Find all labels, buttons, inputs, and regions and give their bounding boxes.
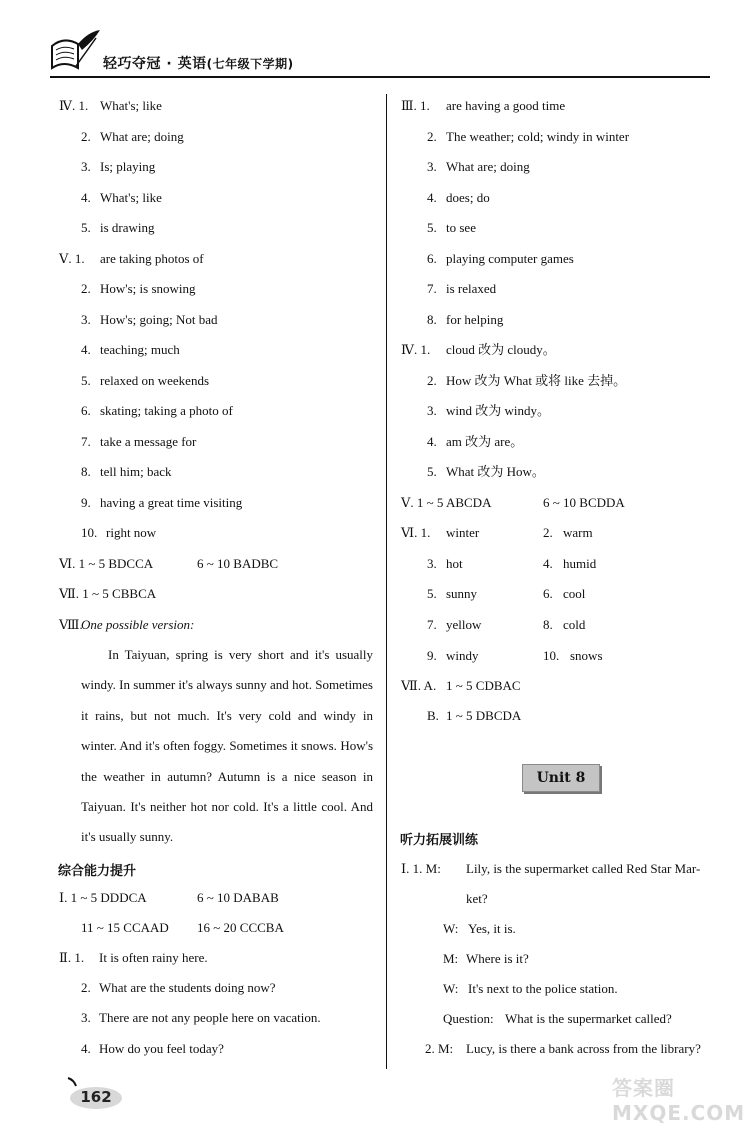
unit-title: Unit 8 — [522, 764, 600, 792]
answer-label: Ⅵ. 1. — [401, 525, 431, 540]
section-heading: 听力拓展训练 — [400, 833, 479, 848]
answer-text: tell him; back — [100, 464, 172, 479]
answer-label: 3. — [427, 159, 437, 174]
answer-text: How's; is snowing — [100, 281, 196, 296]
answer-text: snows — [570, 648, 603, 663]
answer-label: 2. — [427, 129, 437, 144]
answer-label: 4. — [81, 1041, 91, 1056]
answer-text: How's; going; Not bad — [100, 312, 218, 327]
section-heading: 综合能力提升 — [58, 864, 137, 879]
answer-text: 6 ~ 10 BADBC — [197, 556, 279, 571]
page-number-badge — [66, 1076, 124, 1110]
answer-text: cold — [563, 617, 586, 632]
answer-label: 3. — [427, 403, 437, 418]
answer-text: The weather; cold; windy in winter — [446, 129, 630, 144]
answer-label: 6. — [427, 251, 437, 266]
answer-label: 3. — [81, 159, 91, 174]
answer-text: humid — [563, 556, 597, 571]
answer-label: Ⅶ. A. — [401, 678, 437, 693]
answer-text: am 改为 are。 — [446, 434, 524, 449]
answer-label: Ⅰ. 1 ~ 5 DDDCA — [59, 890, 147, 905]
answer-label: 9. — [427, 648, 437, 663]
answer-label: Ⅲ. 1. — [401, 98, 430, 113]
answer-text: having a great time visiting — [100, 495, 243, 510]
answer-label: 3. — [427, 556, 437, 571]
answer-label: 5. — [81, 220, 91, 235]
answer-text: What are; doing — [100, 129, 184, 144]
answer-text: is drawing — [100, 220, 155, 235]
answer-text: What are the students doing now? — [99, 980, 276, 995]
answer-label: 11 ~ 15 CCAAD — [81, 920, 169, 935]
answer-label: 7. — [81, 434, 91, 449]
answer-label: 4. — [427, 190, 437, 205]
dialogue-label: Question: — [443, 1011, 494, 1026]
answer-label: 4. — [543, 556, 553, 571]
answer-text: sunny — [446, 586, 478, 601]
answer-text: hot — [446, 556, 463, 571]
book-logo-icon — [48, 26, 104, 72]
dialogue-label: Ⅰ. 1. M: — [401, 861, 441, 876]
answer-label: 2. — [81, 980, 91, 995]
answer-text: are taking photos of — [100, 251, 204, 266]
answer-text: teaching; much — [100, 342, 180, 357]
essay-paragraph: In Taiyuan, spring is very short and it's usually windy. In summer it's always sunny and hot. Sometimes it rains, but not much. It's very cold and windy in winter. And it's often foggy. Sometimes it snows. How's the weather in autumn? Autumn is a nice season in Taiyuan. It's neither hot nor cold. It's a little cool. And it's usually sunny. — [81, 647, 373, 845]
answer-label: 3. — [81, 1010, 91, 1025]
answer-text: What's; like — [100, 98, 162, 113]
book-subtitle: (七年级下学期) — [206, 57, 294, 71]
answer-text: right now — [106, 525, 157, 540]
answer-label: Ⅵ. 1 ~ 5 BDCCA — [59, 556, 154, 571]
answer-label: 4. — [81, 190, 91, 205]
dialogue-text: Lucy, is there a bank across from the library? — [466, 1041, 701, 1056]
answer-label: 8. — [427, 312, 437, 327]
answer-label: 9. — [81, 495, 91, 510]
answer-label: 8. — [543, 617, 553, 632]
answer-text: There are not any people here on vacation. — [99, 1010, 321, 1025]
answer-text: playing computer games — [446, 251, 574, 266]
answer-label: 2. — [81, 129, 91, 144]
dialogue-label: W: — [443, 921, 459, 936]
answer-text: cool — [563, 586, 586, 601]
answer-label: 10. — [81, 525, 98, 540]
dialogue-label: 2. M: — [425, 1041, 454, 1056]
answer-text: is relaxed — [446, 281, 497, 296]
answer-label: 8. — [81, 464, 91, 479]
answer-text: What 改为 How。 — [446, 464, 545, 479]
answer-label: 4. — [81, 342, 91, 357]
watermark: 答案圈 MXQE.COM — [612, 1076, 746, 1125]
answer-text: 1 ~ 5 CDBAC — [446, 678, 521, 693]
answer-label: 6. — [81, 403, 91, 418]
answer-text: yellow — [446, 617, 482, 632]
answer-label: 5. — [427, 464, 437, 479]
answer-label: 5. — [81, 373, 91, 388]
answer-label: 6. — [543, 586, 553, 601]
answer-label: 3. — [81, 312, 91, 327]
answer-label: 7. — [427, 281, 437, 296]
answer-text: What's; like — [100, 190, 162, 205]
dialogue-label: M: — [443, 951, 459, 966]
answer-text: are having a good time — [446, 98, 566, 113]
answer-text: does; do — [446, 190, 490, 205]
answer-label: Ⅳ. 1. — [59, 98, 89, 113]
answer-text: take a message for — [100, 434, 197, 449]
answer-text: 6 ~ 10 DABAB — [197, 890, 279, 905]
answer-label: Ⅷ. — [59, 617, 83, 632]
answer-text: skating; taking a photo of — [100, 403, 233, 418]
answer-label: Ⅳ. 1. — [401, 342, 431, 357]
answer-label: 7. — [427, 617, 437, 632]
header-title — [103, 53, 294, 73]
answer-text: 16 ~ 20 CCCBA — [197, 920, 284, 935]
answer-label: 10. — [543, 648, 560, 663]
answer-label: B. — [427, 708, 439, 723]
answer-label: Ⅴ. 1. — [59, 251, 85, 266]
dialogue-text: Lily, is the supermarket called Red Star Mar- — [466, 861, 701, 876]
answer-label: 2. — [427, 373, 437, 388]
answer-text: How do you feel today? — [99, 1041, 224, 1056]
answer-label: 2. — [543, 525, 553, 540]
answer-text: to see — [446, 220, 476, 235]
answer-text: cloud 改为 cloudy。 — [446, 342, 556, 357]
page-number: 162 — [80, 1088, 112, 1106]
answer-label: 4. — [427, 434, 437, 449]
dialogue-label: W: — [443, 981, 459, 996]
answer-label: 2. — [81, 281, 91, 296]
dialogue-text: It's next to the police station. — [468, 981, 618, 996]
book-title: 轻巧夺冠 · 英语 — [103, 56, 207, 72]
header-rule — [50, 76, 710, 78]
answer-text: relaxed on weekends — [100, 373, 210, 388]
answer-text: for helping — [446, 312, 504, 327]
answer-text: 1 ~ 5 DBCDA — [446, 708, 522, 723]
answer-text: windy — [446, 648, 479, 663]
dialogue-text: Where is it? — [466, 951, 529, 966]
answer-text: wind 改为 windy。 — [446, 403, 551, 418]
column-divider — [386, 94, 387, 1069]
essay-intro: One possible version: — [81, 617, 195, 632]
answer-text: winter — [446, 525, 480, 540]
answer-text: What are; doing — [446, 159, 530, 174]
answer-text: How 改为 What 或将 like 去掉。 — [446, 373, 627, 388]
answer-text: It is often rainy here. — [99, 950, 208, 965]
answer-text: 6 ~ 10 BCDDA — [543, 495, 625, 510]
answer-text: Is; playing — [100, 159, 156, 174]
answer-label: 5. — [427, 586, 437, 601]
answer-label: 5. — [427, 220, 437, 235]
dialogue-text: What is the supermarket called? — [505, 1011, 672, 1026]
answer-text: warm — [563, 525, 593, 540]
answer-label: Ⅱ. 1. — [59, 950, 85, 965]
answer-line — [59, 98, 88, 114]
dialogue-text: Yes, it is. — [468, 921, 516, 936]
answer-label: Ⅶ. 1 ~ 5 CBBCA — [59, 586, 157, 601]
answer-label: Ⅴ. 1 ~ 5 ABCDA — [401, 495, 492, 510]
dialogue-text: ket? — [466, 891, 488, 906]
